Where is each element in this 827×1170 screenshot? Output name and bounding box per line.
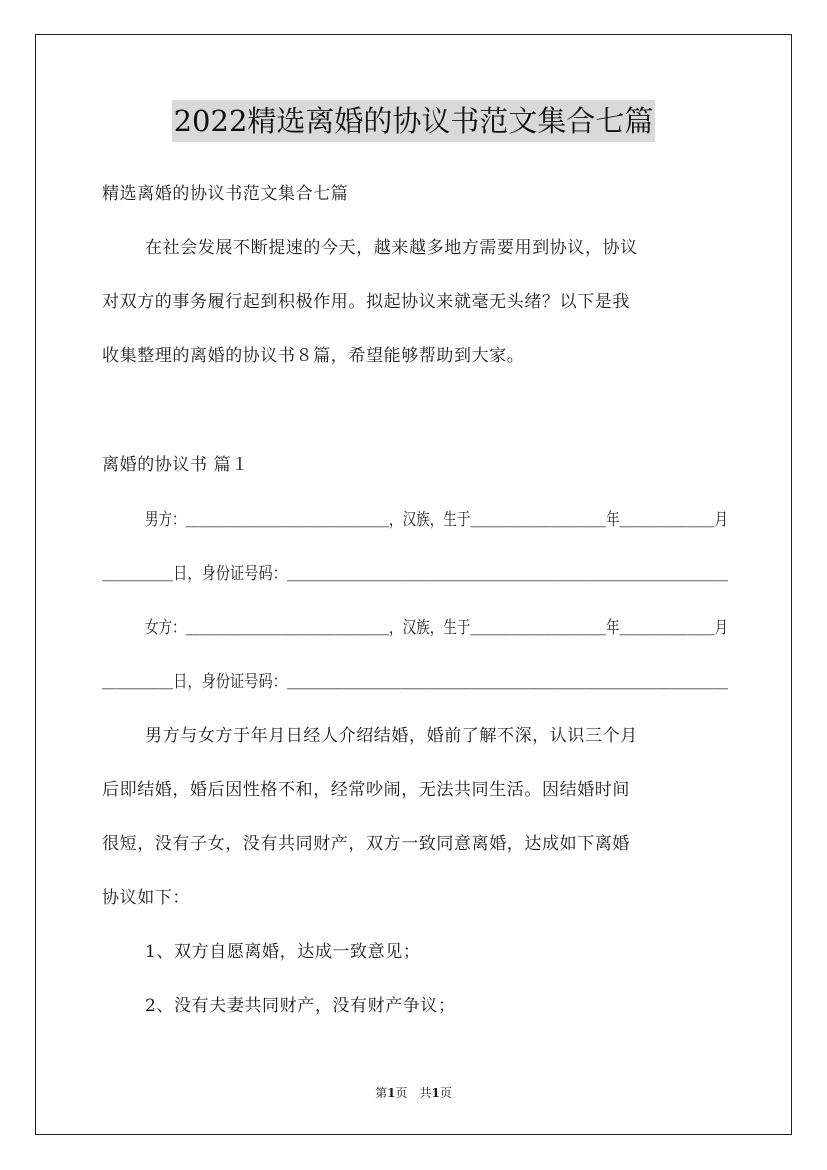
subtitle: 精选离婚的协议书范文集合七篇: [102, 184, 349, 204]
list-item-2: 2、没有夫妻共同财产，没有财产争议；: [145, 996, 456, 1016]
page-footer: [0, 1085, 827, 1101]
body-line-2: 后即结婚，婚后因性格不和，经常吵闹，无法共同生活。因结婚时间: [102, 780, 630, 800]
footer-page-total: 1: [431, 1086, 440, 1100]
intro-line-1: 在社会发展不断提速的今天，越来越多地方需要用到协议，协议: [145, 238, 638, 258]
male-info-line-2: ＿＿＿＿＿日，身份证号码：＿＿＿＿＿＿＿＿＿＿＿＿＿＿＿＿＿＿＿＿＿＿＿＿＿＿＿＿＿＿＿: [102, 564, 728, 584]
document-title: 2022精选离婚的协议书范文集合七篇: [172, 100, 656, 142]
intro-line-2: 对双方的事务履行起到积极作用。拟起协议来就毫无头绪？以下是我: [102, 292, 630, 312]
list-item-1: 1、双方自愿离婚，达成一致意见；: [145, 942, 421, 962]
footer-prefix: 第: [375, 1086, 388, 1100]
body-line-1: 男方与女方于年月日经人介绍结婚，婚前了解不深，认识三个月: [145, 726, 638, 746]
body-line-3: 很短，没有子女，没有共同财产，双方一致同意离婚，达成如下离婚: [102, 834, 630, 854]
female-info-line-1: 女方：＿＿＿＿＿＿＿＿＿＿＿＿＿＿＿，汉族，生于＿＿＿＿＿＿＿＿＿＿年＿＿＿＿＿＿＿月: [145, 618, 728, 638]
title-container: [0, 100, 827, 142]
male-info-line-1: 男方：＿＿＿＿＿＿＿＿＿＿＿＿＿＿＿，汉族，生于＿＿＿＿＿＿＿＿＿＿年＿＿＿＿＿＿＿月: [145, 510, 728, 530]
section-heading: 离婚的协议书 篇１: [102, 455, 249, 475]
footer-mid: 页 共: [395, 1086, 432, 1100]
footer-page-number: 1: [387, 1086, 396, 1100]
body-line-4: 协议如下：: [102, 888, 190, 908]
intro-line-3: 收集整理的离婚的协议书８篇，希望能够帮助到大家。: [102, 346, 525, 366]
footer-suffix: 页: [439, 1086, 452, 1100]
female-info-line-2: ＿＿＿＿＿日，身份证号码：＿＿＿＿＿＿＿＿＿＿＿＿＿＿＿＿＿＿＿＿＿＿＿＿＿＿＿＿＿＿＿: [102, 672, 728, 692]
